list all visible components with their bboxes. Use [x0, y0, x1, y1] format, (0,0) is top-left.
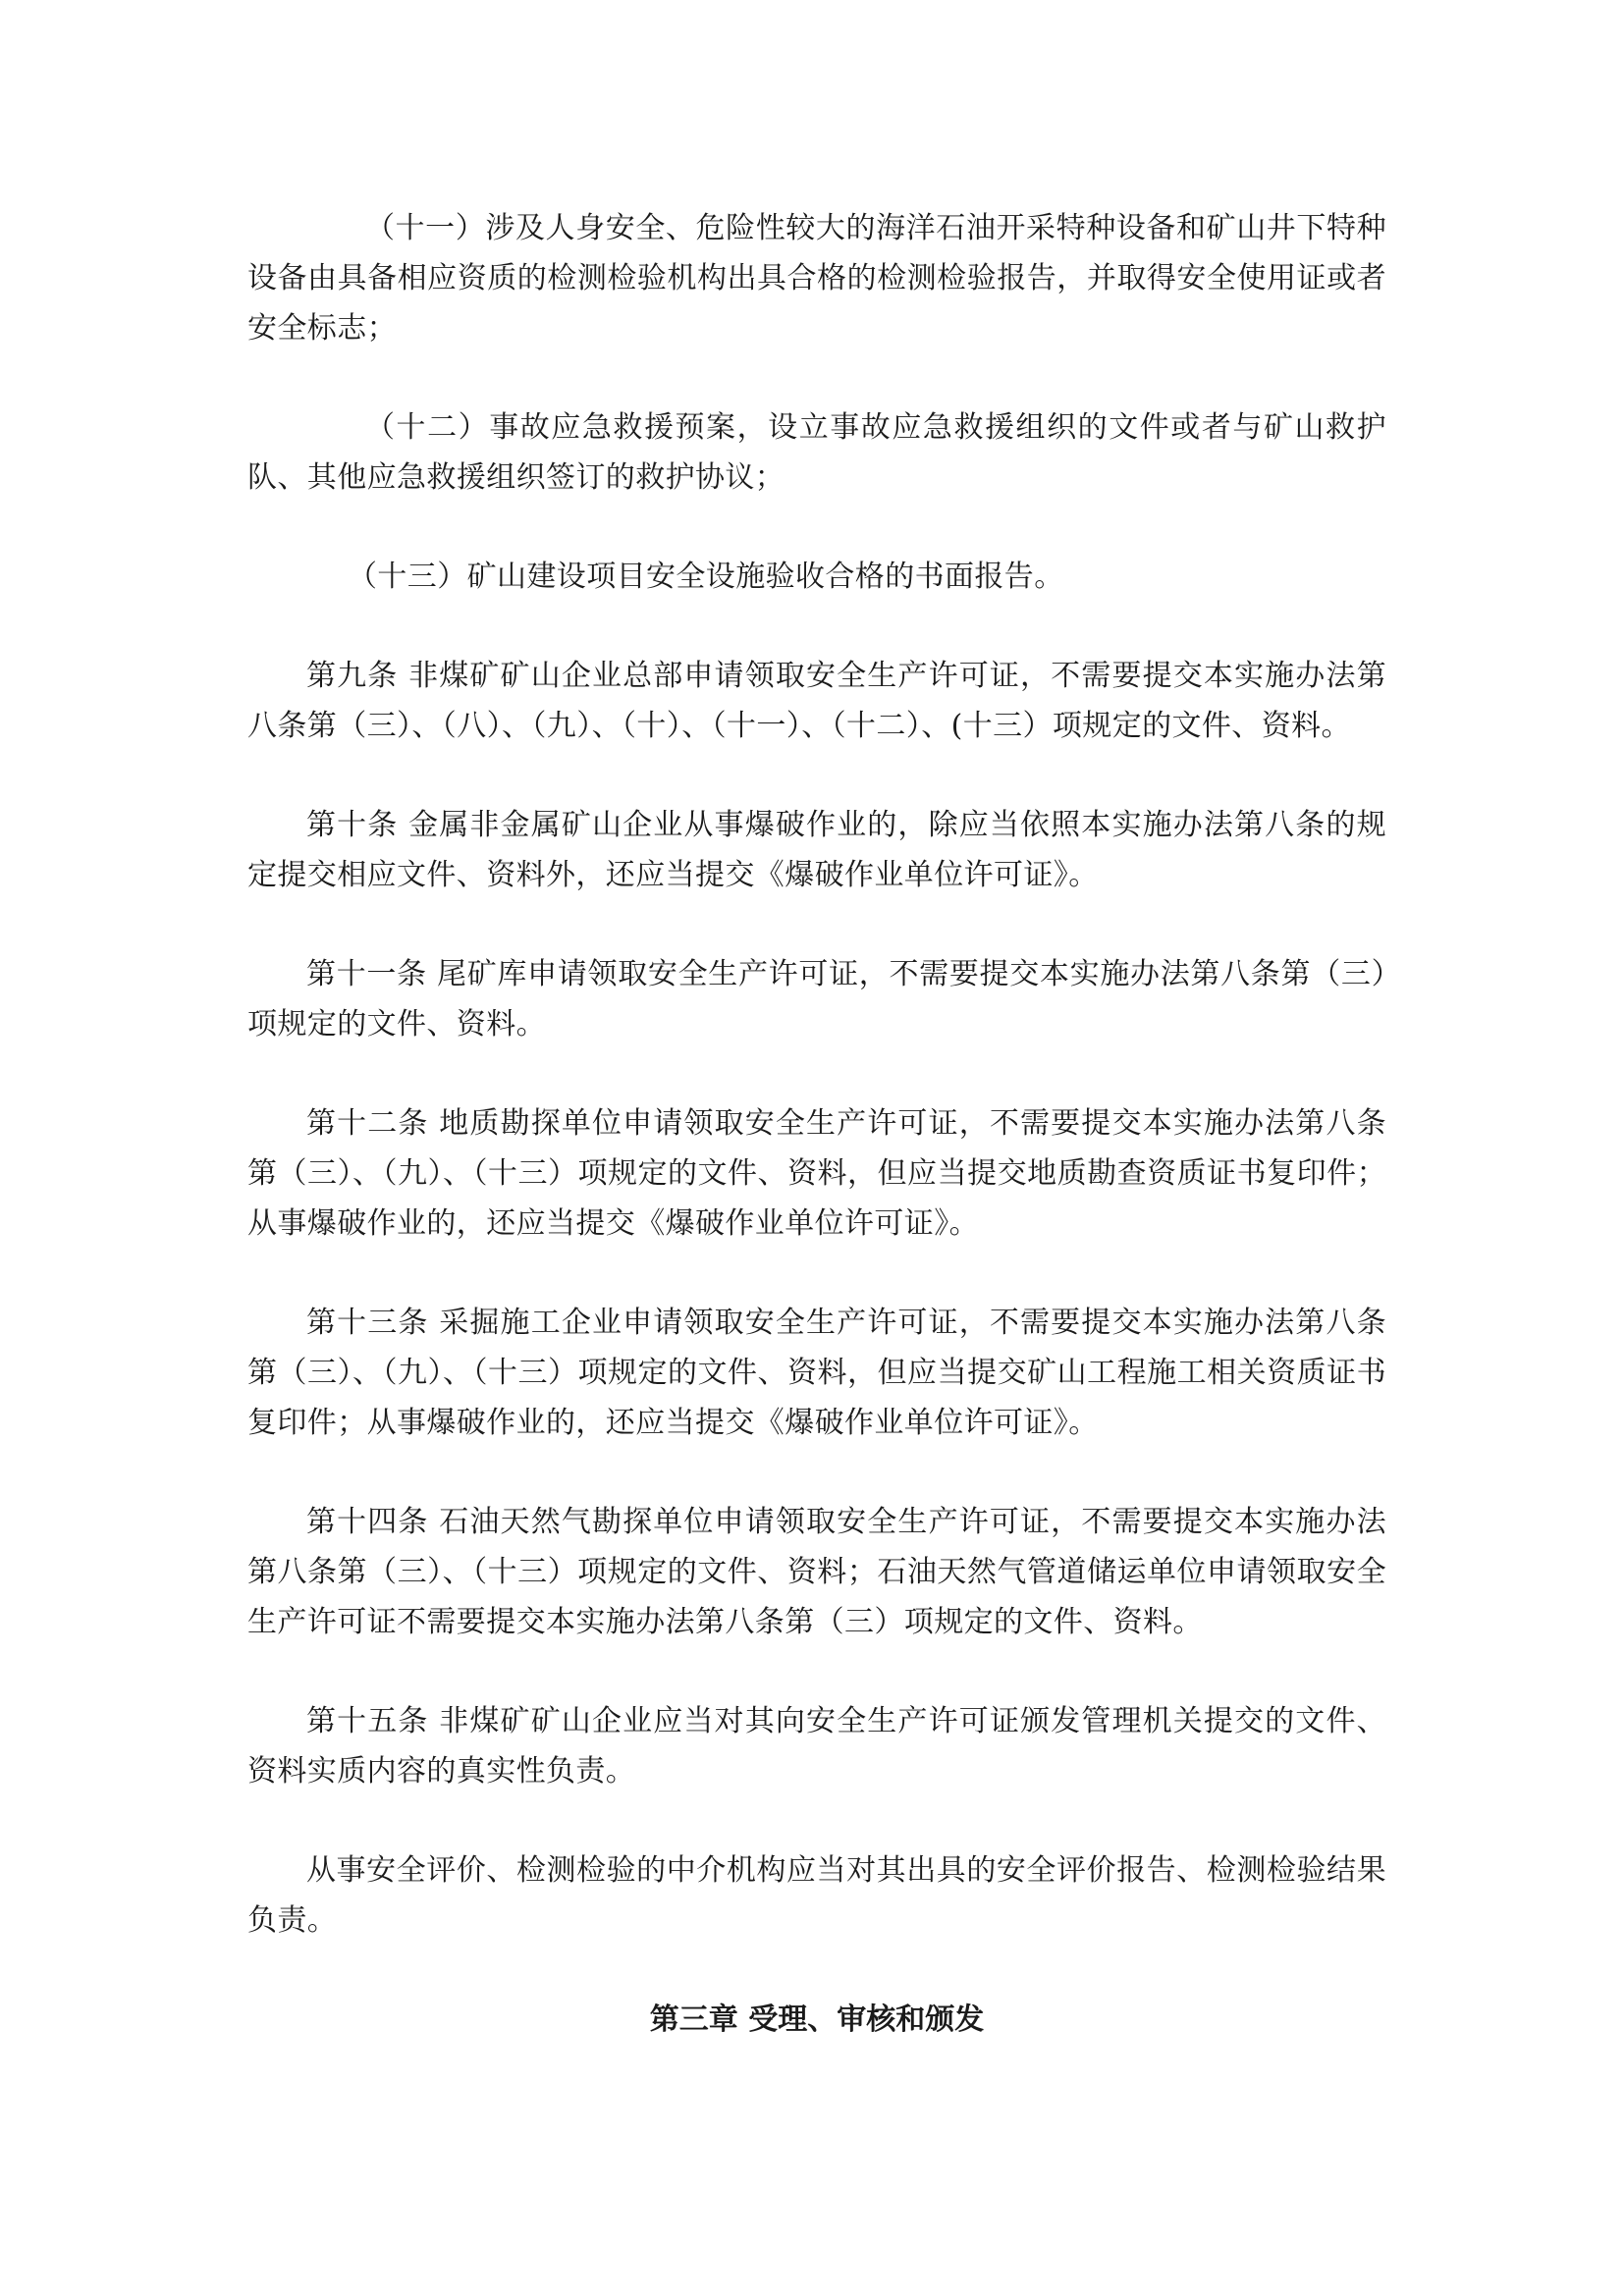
article-12: 第十二条 地质勘探单位申请领取安全生产许可证，不需要提交本实施办法第八条第（三）、（九）、（十三）项规定的文件、资料，但应当提交地质勘查资质证书复印件；从事爆破作业的，还应当提交《爆破作业单位许可证》。 [247, 1106, 1386, 1241]
chapter-heading: 第三章 受理、审核和颁发 [649, 2002, 985, 2037]
paragraph-item-12: （十二）事故应急救援预案，设立事故应急救援组织的文件或者与矿山救护队、其他应急救援组织签订的救护协议； [247, 410, 1386, 495]
article-13: 第十三条 采掘施工企业申请领取安全生产许可证，不需要提交本实施办法第八条第（三）、（九）、（十三）项规定的文件、资料，但应当提交矿山工程施工相关资质证书复印件；从事爆破作业的，还应当提交《爆破作业单位许可证》。 [247, 1306, 1386, 1440]
article-15-paragraph-2: 从事安全评价、检测检验的中介机构应当对其出具的安全评价报告、检测检验结果负责。 [247, 1853, 1386, 1938]
paragraph-item-11: （十一）涉及人身安全、危险性较大的海洋石油开采特种设备和矿山井下特种设备由具备相应资质的检测检验机构出具合格的检测检验报告，并取得安全使用证或者安全标志； [247, 211, 1386, 346]
article-10: 第十条 金属非金属矿山企业从事爆破作业的，除应当依照本实施办法第八条的规定提交相应文件、资料外，还应当提交《爆破作业单位许可证》。 [247, 808, 1386, 892]
article-11: 第十一条 尾矿库申请领取安全生产许可证，不需要提交本实施办法第八条第（三）项规定的文件、资料。 [247, 957, 1386, 1041]
article-15: 第十五条 非煤矿矿山企业应当对其向安全生产许可证颁发管理机关提交的文件、资料实质内容的真实性负责。 [247, 1704, 1386, 1789]
article-9: 第九条 非煤矿矿山企业总部申请领取安全生产许可证，不需要提交本实施办法第八条第（三）、（八）、（九）、（十）、（十一）、（十二）、(十三）项规定的文件、资料。 [247, 659, 1386, 743]
paragraph-item-13: （十三）矿山建设项目安全设施验收合格的书面报告。 [348, 560, 1064, 594]
document-page [247, 203, 1386, 2045]
article-14: 第十四条 石油天然气勘探单位申请领取安全生产许可证，不需要提交本实施办法第八条第（三）、（十三）项规定的文件、资料；石油天然气管道储运单位申请领取安全生产许可证不需要提交本实施办法第八条第（三）项规定的文件、资料。 [247, 1505, 1386, 1639]
